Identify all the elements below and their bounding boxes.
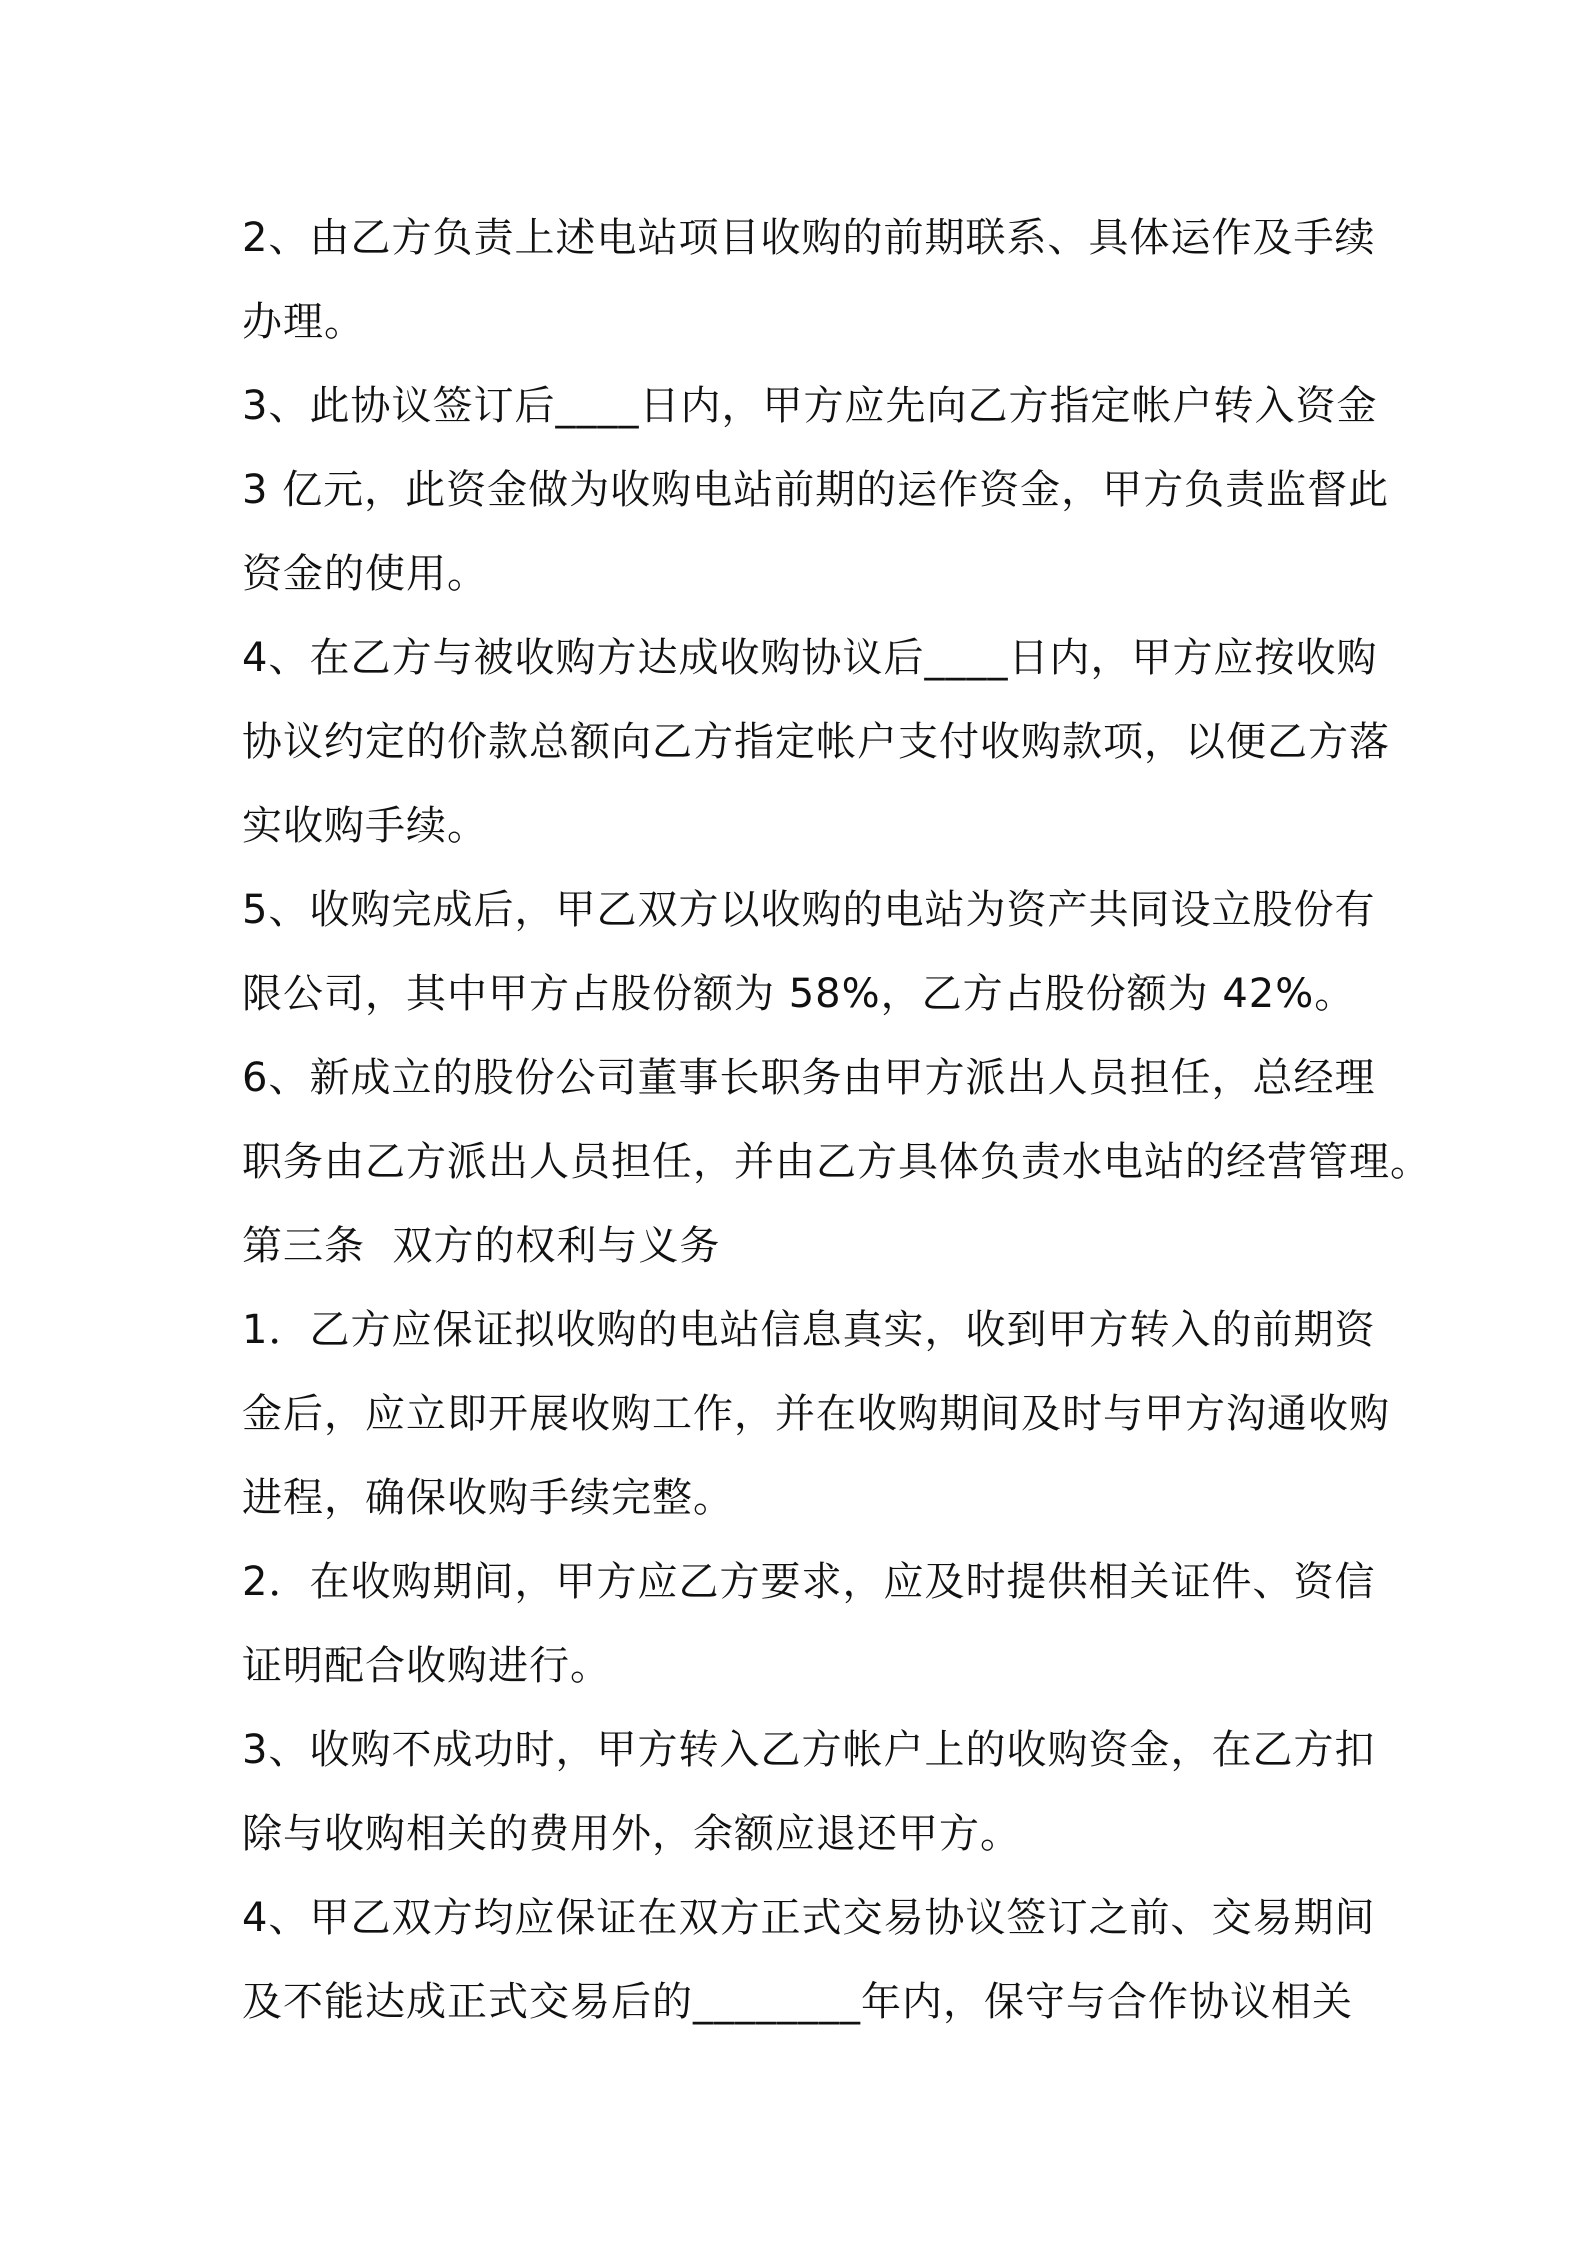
text-line: 限公司，其中甲方占股份额为 58%，乙方占股份额为 42%。 xyxy=(242,971,1356,1017)
text-line: 3、收购不成功时，甲方转入乙方帐户上的收购资金，在乙方扣 xyxy=(242,1727,1376,1773)
text-line: 除与收购相关的费用外，余额应退还甲方。 xyxy=(242,1811,1021,1857)
text-line: 协议约定的价款总额向乙方指定帐户支付收购款项，以便乙方落 xyxy=(242,719,1390,765)
text-line: 证明配合收购进行。 xyxy=(242,1643,611,1689)
document-body xyxy=(242,196,1431,2044)
text-line: 5、收购完成后，甲乙双方以收购的电站为资产共同设立股份有 xyxy=(242,887,1376,933)
text-line: 及不能达成正式交易后的________年内，保守与合作协议相关 xyxy=(242,1979,1353,2025)
text-line: 2、由乙方负责上述电站项目收购的前期联系、具体运作及手续 xyxy=(242,215,1376,261)
text-line: 4、甲乙双方均应保证在双方正式交易协议签订之前、交易期间 xyxy=(242,1895,1376,1941)
text-line: 3、此协议签订后____日内，甲方应先向乙方指定帐户转入资金 xyxy=(242,383,1378,429)
text-line: 金后，应立即开展收购工作，并在收购期间及时与甲方沟通收购 xyxy=(242,1391,1390,1437)
text-line: 1．乙方应保证拟收购的电站信息真实，收到甲方转入的前期资 xyxy=(242,1307,1376,1353)
text-line: 实收购手续。 xyxy=(242,803,488,849)
text-line: 3 亿元，此资金做为收购电站前期的运作资金，甲方负责监督此 xyxy=(242,467,1390,513)
text-line: 办理。 xyxy=(242,299,365,345)
text-line: 4、在乙方与被收购方达成收购协议后____日内，甲方应按收购 xyxy=(242,635,1378,681)
text-line: 职务由乙方派出人员担任，并由乙方具体负责水电站的经营管理。 xyxy=(242,1139,1431,1185)
text-line: 资金的使用。 xyxy=(242,551,488,597)
text-line: 6、新成立的股份公司董事长职务由甲方派出人员担任，总经理 xyxy=(242,1055,1376,1101)
text-line: 2．在收购期间，甲方应乙方要求，应及时提供相关证件、资信 xyxy=(242,1559,1376,1605)
section-heading: 第三条 双方的权利与义务 xyxy=(242,1223,721,1269)
text-line: 进程，确保收购手续完整。 xyxy=(242,1475,734,1521)
